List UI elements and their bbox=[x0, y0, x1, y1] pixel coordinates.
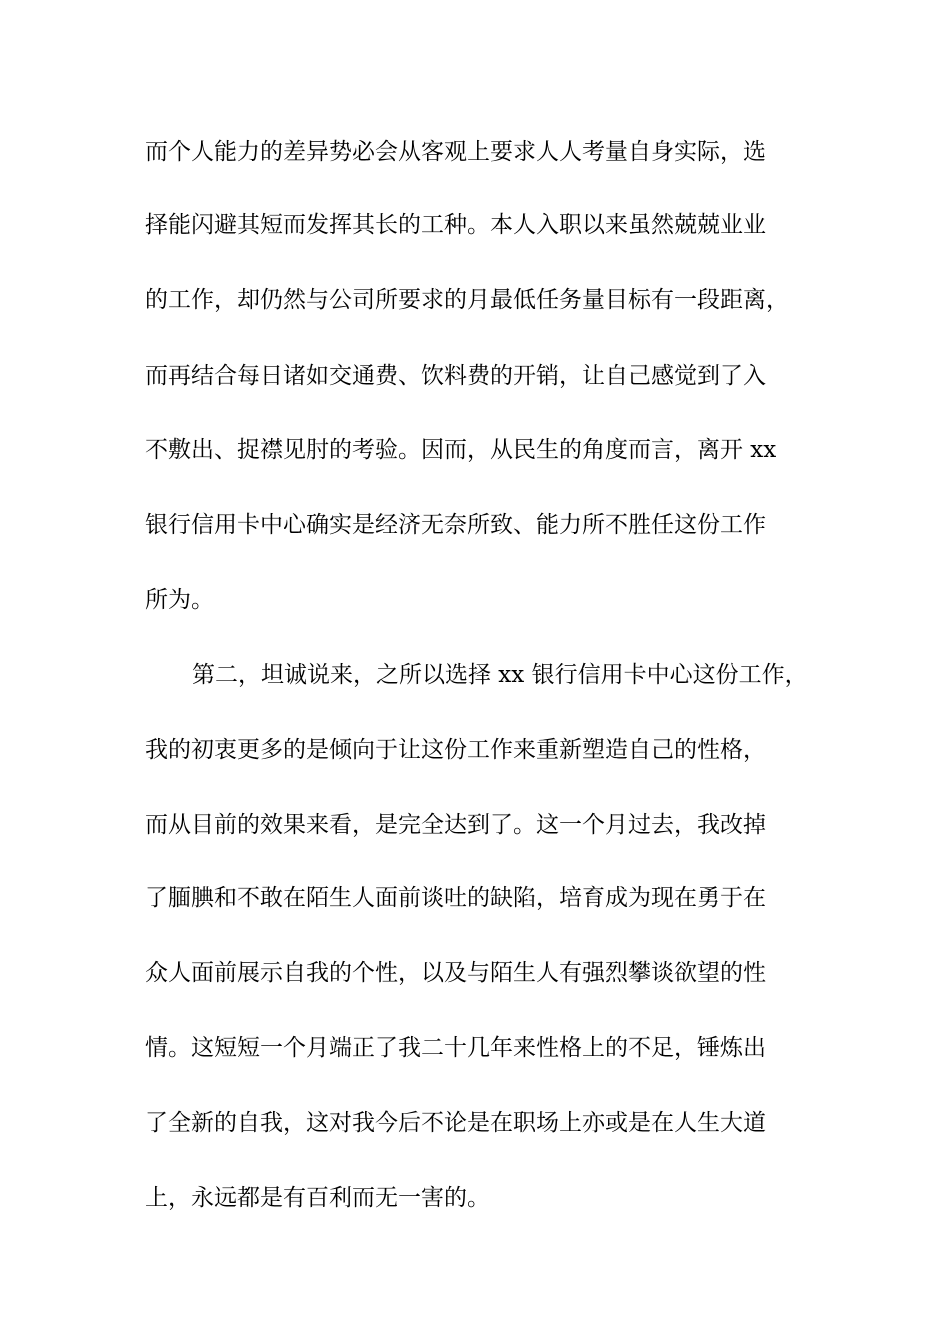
text-line: 了腼腆和不敢在陌生人面前谈吐的缺陷，培育成为现在勇于在 bbox=[145, 885, 766, 911]
text-line: 而再结合每日诸如交通费、饮料费的开销，让自己感觉到了入 bbox=[145, 363, 766, 389]
text-line: 而个人能力的差异势必会从客观上要求人人考量自身实际，选 bbox=[145, 139, 766, 165]
text-line: 不敷出、捉襟见肘的考验。因而，从民生的角度而言，离开 xx bbox=[145, 437, 777, 463]
text-line: 上，永远都是有百利而无一害的。 bbox=[145, 1185, 490, 1211]
text-line: 情。这短短一个月端正了我二十几年来性格上的不足，锤炼出 bbox=[145, 1035, 766, 1061]
text-line: 所为。 bbox=[145, 587, 214, 613]
paragraph-first-line: 第二，坦诚说来，之所以选择 xx 银行信用卡中心这份工作， bbox=[192, 662, 808, 688]
text-line: 而从目前的效果来看，是完全达到了。这一个月过去，我改掉 bbox=[145, 812, 766, 838]
text-line: 众人面前展示自我的个性，以及与陌生人有强烈攀谈欲望的性 bbox=[145, 960, 766, 986]
text-line: 了全新的自我，这对我今后不论是在职场上亦或是在人生大道 bbox=[145, 1110, 766, 1136]
text-line: 的工作，却仍然与公司所要求的月最低任务量目标有一段距离， bbox=[145, 287, 789, 313]
text-line: 我的初衷更多的是倾向于让这份工作来重新塑造自己的性格， bbox=[145, 737, 766, 763]
text-line: 银行信用卡中心确实是经济无奈所致、能力所不胜任这份工作 bbox=[145, 512, 766, 538]
text-line: 择能闪避其短而发挥其长的工种。本人入职以来虽然兢兢业业 bbox=[145, 212, 766, 238]
